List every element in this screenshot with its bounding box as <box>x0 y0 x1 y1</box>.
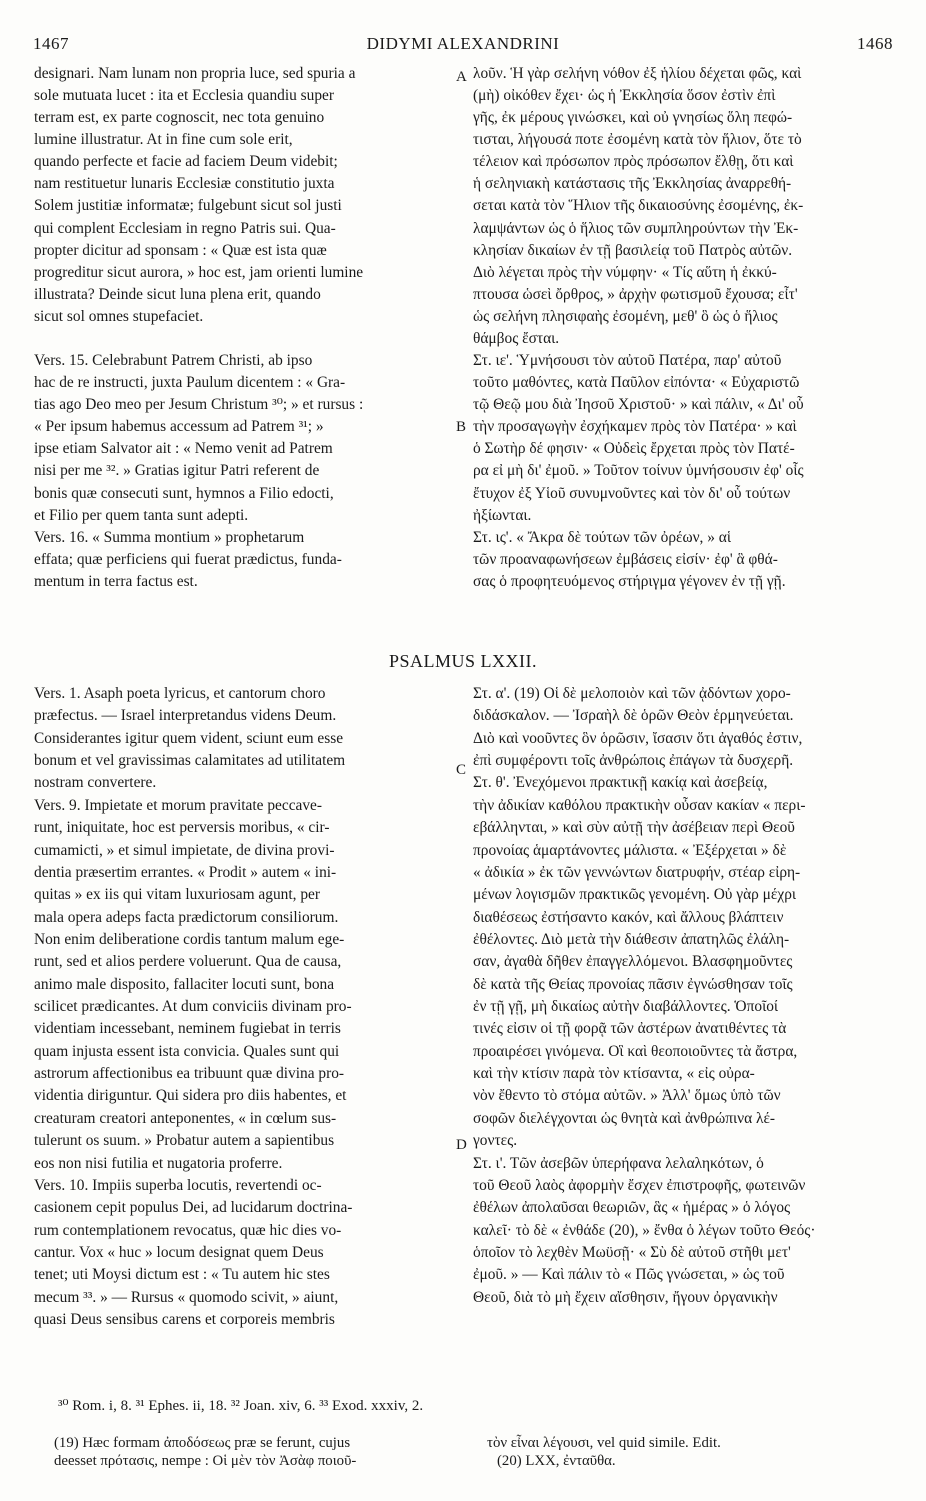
text-line: propter dicitur ad sponsam : « Quæ est ista quæ <box>34 241 327 259</box>
text-line: μένων λογισμῶν πρακτικῶς γενομένη. Οὐ γὰρ μέχρι <box>473 886 797 904</box>
text-line: « Per ipsum habemus accessum ad Patrem ³¹; » <box>34 418 324 436</box>
section-marker-c: C <box>456 762 467 778</box>
text-line: Vers. 16. « Summa montium » prophetarum <box>34 528 305 546</box>
text-line: (μὴ) οἰκόθεν ἔχει· ὡς ἡ Ἐκκλησία ὅσον ἐστὶν ἐπὶ <box>473 87 776 105</box>
editor-note-line: (19) Hæc formam ἀποδόσεως præ se ferunt, cujus <box>54 1435 351 1451</box>
text-line: videntia diriguntur. Qui sidera pro diis habentes, et <box>34 1087 347 1105</box>
text-line: Στ. ις'. « Ἄκρα δὲ τούτων τῶν ὀρέων, » αἱ <box>473 528 732 546</box>
text-line: τισται, λήγουσά ποτε ἐσομένη κατὰ τὸν ἥλιον, ὅτε τὸ <box>473 131 802 149</box>
text-line: mentum in terra factus est. <box>34 572 198 590</box>
text-line: mecum ³³. » — Rursus « quomodo scivit, » aiunt, <box>34 1288 339 1306</box>
text-line: καὶ τὴν κτίσιν παρὰ τὸν κτίσαντα, « εἰς οὐρα- <box>473 1065 755 1083</box>
text-line: Θεοῦ, διὰ τὸ μὴ ἔχειν αἴσθησιν, ἤγουν ὀργανικὴν <box>473 1288 778 1306</box>
text-line: astrorum affectionibus ea tribuunt quæ divina pro- <box>34 1065 345 1083</box>
text-line: animo male disposito, fallaciter locuti sunt, bona <box>34 975 335 993</box>
editor-note-line: (20) LXX, ἐνταῦθα. <box>497 1453 616 1469</box>
text-line: lumine illustratur. At in fine cum sole erit, <box>34 131 293 149</box>
text-line: effata; quæ perficiens qui fuerat prædictus, funda- <box>34 550 342 568</box>
text-line: sole mutuata lucet : ita et Ecclesia quandiu super <box>34 87 335 105</box>
text-line: δὲ κατὰ τῆς Θείας προνοίας πᾶσιν ἐγνώσθησαν τοῖς <box>473 975 793 993</box>
psalm-title: PSALMUS LXXII. <box>388 651 537 671</box>
page-number-left: 1467 <box>33 34 69 53</box>
text-line: ἐμοῦ. » — Καὶ πάλιν τὸ « Πῶς γνώσεται, » ὡς τοῦ <box>473 1266 785 1284</box>
text-line: Vers. 1. Asaph poeta lyricus, et cantorum choro <box>34 685 326 702</box>
text-line: Διὸ καὶ νοοῦντες ὃν ὁρῶσιν, ἴσασιν ὅτι ἀγαθός ἐστιν, <box>473 729 803 747</box>
text-line: νὸν ἔθεντο τὸ στόμα αὐτῶν. » Ἀλλ' ὅμως ὑπὸ τῶν <box>473 1087 781 1105</box>
text-line: διδάσκαλον. — Ἰσραὴλ δὲ ὁρῶν Θεὸν ἑρμηνεύεται. <box>473 707 794 725</box>
text-line: προαιρέσει γινόμενα. Οἳ καὶ θεοποιοῦντες τὰ ἄστρα, <box>473 1042 798 1060</box>
text-line: Στ. ι'. Τῶν ἀσεβῶν ὑπερήφανα λελαληκότων, ὁ <box>473 1154 764 1172</box>
text-line: θάμβος ἔσται. <box>473 329 560 347</box>
text-line: et Filio per quem tanta sunt adepti. <box>34 506 249 524</box>
text-line: ὁ Σωτὴρ δέ φησιν· « Οὐδεὶς ἔρχεται πρὸς τὸν Πατέ- <box>473 440 795 458</box>
text-line: ὡς σελήνη πλησιφαὴς ἐσομένη, μεθ' ὃ ὡς ὁ ἥλιος <box>473 307 778 325</box>
text-line: γῆς, ἐκ μέρους γινώσκει, καὶ οὐ γνησίως ὅλη πεφώ- <box>473 109 793 127</box>
page-number-right: 1468 <box>857 34 893 53</box>
section-marker-b: B <box>456 419 467 435</box>
text-line: scilicet prædicantes. At dum conviciis divinam pro- <box>34 998 352 1016</box>
text-line: πτουσα ὡσεὶ ὄρθρος, » ἀρχὴν φωτισμοῦ ἔχουσα; εἶτ' <box>473 285 798 303</box>
text-line: διαθέσεως ἐστήσαντο κακόν, καὶ ἄλλους βλάπτειν <box>473 908 784 926</box>
text-line: nam restituetur lunaris Ecclesiæ constitutio juxta <box>34 175 335 193</box>
text-line: terram est, ex parte cognoscit, nec tota genuino <box>34 109 325 127</box>
text-line: Vers. 15. Celebrabunt Patrem Christi, ab ipso <box>34 352 313 370</box>
text-line: προνοίας ἁμαρτάνοντες μάλιστα. « Ἐξέρχεται » δὲ <box>473 841 787 859</box>
text-line: σαν, ἀγαθὰ δῆθεν ἐπαγγελλόμενοι. Βλασφημοῦντες <box>473 953 793 971</box>
text-line: τοῦ Θεοῦ λαὸς ἀφορμὴν ἔσχεν ἐπιστροφῆς, φωτεινῶν <box>473 1176 806 1194</box>
text-line: εβάλληνται, » καὶ σὺν αὐτῇ τὴν ἀσέβειαν περὶ Θεοῦ <box>473 819 795 837</box>
text-line: sicut sol omnes stupefaciet. <box>34 307 204 325</box>
text-line: ρα εἰ μὴ δι' ἐμοῦ. » Τοῦτον τοίνυν ὑμνήσουσιν ἐφ' οἷς <box>473 462 804 480</box>
text-line: bonis quæ consecuti sunt, hymnos a Filio edocti, <box>34 484 334 502</box>
text-line: τοῦτο μαθόντες, κατὰ Παῦλον εἰπόντα· « Εὐχαριστῶ <box>473 374 800 392</box>
footnotes: ³⁰ Rom. i, 8. ³¹ Ephes. ii, 18. ³² Joan. xiv, 6. ³³ Exod. xxxiv, 2. <box>58 1398 424 1414</box>
text-line: videntiam incessebant, neminem fugiebat in terris <box>34 1020 341 1038</box>
text-line: cantur. Vox « huc » locum designat quem Deus <box>34 1244 324 1261</box>
text-line: Solem justitiæ informatæ; fulgebunt sicut sol justi <box>34 197 342 215</box>
text-line: κλησίαν δικαίων ἐν τῇ βασιλείᾳ τοῦ Πατρὸς αὐτῶν. <box>473 241 793 259</box>
text-line: Vers. 9. Impietate et morum pravitate peccave- <box>34 796 323 814</box>
running-title: DIDYMI ALEXANDRINI <box>366 34 560 53</box>
text-line: creaturam creatori anteponentes, « in cœlum sus- <box>34 1109 337 1127</box>
text-line: σας ὁ προφητευόμενος στήριγμα γέγονεν ἐν τῇ γῇ. <box>473 572 786 590</box>
text-line: ἡ σεληνιακὴ κατάστασις τῆς Ἐκκλησίας ἀναρρεθή- <box>473 175 792 193</box>
text-line: τέλειον καὶ πρόσωπον πρὸς πρόσωπον ἔλθῃ, ὅτι καὶ <box>473 153 794 171</box>
editor-note-line: τὸν εἶναι λέγουσι, vel quid simile. Edit. <box>487 1435 721 1451</box>
text-line: Στ. α'. (19) Οἱ δὲ μελοποιὸν καὶ τῶν ᾀδόντων χορο- <box>473 685 791 702</box>
text-line: quitas » ex iis qui vitam luxuriosam agunt, per <box>34 886 320 904</box>
text-line: ἐθέλοντες. Διὸ μετὰ τὴν διάθεσιν ἀπατηλῶς ἐλάλη- <box>473 930 790 948</box>
text-line: Στ. ιε'. Ὑμνήσουσι τὸν αὐτοῦ Πατέρα, παρ' αὐτοῦ <box>473 352 782 370</box>
text-line: ἠξίωνται. <box>473 506 532 524</box>
text-line: Considerantes igitur quem vident, sciunt eum esse <box>34 729 344 747</box>
text-line: ipse etiam Salvator ait : « Nemo venit ad Patrem <box>34 440 333 458</box>
text-line: casionem cepit populus Dei, ad lucidarum doctrina- <box>34 1199 353 1217</box>
text-line: quasi Deus sensibus carens et corporeis membris <box>34 1311 335 1329</box>
text-line: Vers. 10. Impiis superba locutis, revertendi oc- <box>34 1176 322 1194</box>
text-line: mala opera adeps facta prædictorum consiliorum. <box>34 908 339 926</box>
text-line: cumamicti, » et simul impietate, de divina provi- <box>34 841 335 859</box>
text-line: illustrata? Deinde sicut luna plena erit, quando <box>34 285 321 303</box>
text-line: quam injusta essent ista convicia. Quales sunt qui <box>34 1042 340 1060</box>
text-line: ἐν τῇ γῇ, μὴ δικαίως αὐτὴν διαβάλλοντες. Ὁποῖοί <box>473 998 779 1016</box>
text-line: σοφῶν διελέγχονται ὡς θνητὰ καὶ ἀνθρώπινα λέ- <box>473 1109 776 1127</box>
text-line: Non enim deliberatione cordis tantum malum ege- <box>34 930 345 948</box>
section-marker-a: A <box>456 69 467 85</box>
text-line: nostram convertere. <box>34 774 157 792</box>
text-line: ἐπὶ συμφέροντι τοῖς ἀνθρώποις ἐπάγων τὰ δυσχερῆ. <box>473 752 794 770</box>
editor-note-line: deesset πρότασις, nempe : Οἱ μὲν τὸν Ἀσὰφ ποιοῦ- <box>54 1453 357 1469</box>
text-line: eos non nisi futilia et nugatoria proferre. <box>34 1154 283 1172</box>
text-line: τὴν προσαγωγὴν ἐσχήκαμεν πρὸς τὸν Πατέρα· » καὶ <box>473 418 797 436</box>
text-line: hac de re instructi, juxta Paulum dicentem : « Gra- <box>34 374 346 392</box>
text-line: λοῦν. Ἡ γὰρ σελήνη νόθον ἐξ ἡλίου δέχεται φῶς, καὶ <box>473 65 802 82</box>
text-line: nisi per me ³². » Gratias igitur Patri referent de <box>34 462 320 480</box>
text-line: tenet; uti Moysi dictum est : « Tu autem hic stes <box>34 1266 330 1284</box>
text-line: τῷ Θεῷ μου διὰ Ἰησοῦ Χριστοῦ· » καὶ πάλιν, « Δι' οὗ <box>473 396 804 414</box>
text-line: λαμψάντων ὡς ὁ ἥλιος τῶν συμπληρούντων τὴν Ἐκ- <box>473 219 799 237</box>
text-line: τινές εἰσιν οἱ τῇ φορᾷ τῶν ἀστέρων ἀνατιθέντες τὰ <box>473 1020 787 1038</box>
text-line: ἔτυχον ἐξ Υἱοῦ συνυμνοῦντες καὶ τὸν δι' οὗ τούτων <box>473 484 791 502</box>
section-marker-d: D <box>456 1137 467 1153</box>
text-line: σεται κατὰ τὸν Ἥλιον τῆς δικαιοσύνης ἐσομένης, ἐκ- <box>473 197 804 215</box>
text-line: tias ago Deo meo per Jesum Christum ³⁰; » et rursus : <box>34 396 364 414</box>
text-line: quando perfecte et facie ad faciem Deum videbit; <box>34 153 338 171</box>
text-line: « ἀδικία » ἐκ τῶν γεννώντων διατρυφήν, στέαρ εἰρη- <box>473 863 801 881</box>
text-line: progreditur sicut aurora, » hoc est, jam orienti lumine <box>34 263 364 281</box>
text-line: tulerunt os suum. » Probatur autem a sapientibus <box>34 1132 335 1150</box>
text-line: runt, iniquitate, hoc est perversis moribus, « cir- <box>34 819 330 837</box>
text-line: Στ. θ'. Ἐνεχόμενοι πρακτικῇ κακίᾳ καὶ ἀσεβείᾳ, <box>473 774 768 792</box>
text-line: rum contemplationem revocatus, quæ hic dies vo- <box>34 1221 342 1239</box>
text-line: bonum et vel gravissimas calamitates ad utilitatem <box>34 752 346 770</box>
text-line: τὴν ἀδικίαν καθόλου πρακτικὴν οὖσαν κακίαν « περι- <box>473 796 806 814</box>
text-line: præfectus. — Israel interpretandus videns Deum. <box>34 707 337 725</box>
text-line: runt, sed et alios perdere voluerunt. Qua de causa, <box>34 953 342 971</box>
text-line: καλεῖ· τὸ δὲ « ἐνθάδε (20), » ἔνθα ὁ λέγων τοῦτο Θεός· <box>473 1221 816 1239</box>
text-line: Διὸ λέγεται πρὸς τὴν νύμφην· « Τίς αὕτη ἡ ἐκκύ- <box>473 263 777 281</box>
text-line: τῶν προαναφωνήσεων ἐμβάσεις εἰσίν· ἐφ' ἃ φθά- <box>473 550 778 568</box>
text-line: dentia præsertim errantes. « Prodit » autem « ini- <box>34 863 337 881</box>
text-line: ὁποῖον τὸ λεχθὲν Μωϋσῇ· « Σὺ δὲ αὐτοῦ στῆθι μετ' <box>473 1244 791 1261</box>
text-line: qui complent Ecclesiam in regno Patris sui. Qua- <box>34 219 336 237</box>
text-line: ἐθέλων ἀπολαῦσαι θεωριῶν, ἃς « ἡμέρας » ὁ λόγος <box>473 1199 791 1217</box>
text-line: γοντες. <box>473 1132 518 1150</box>
text-line: designari. Nam lunam non propria luce, sed spuria a <box>34 65 356 82</box>
